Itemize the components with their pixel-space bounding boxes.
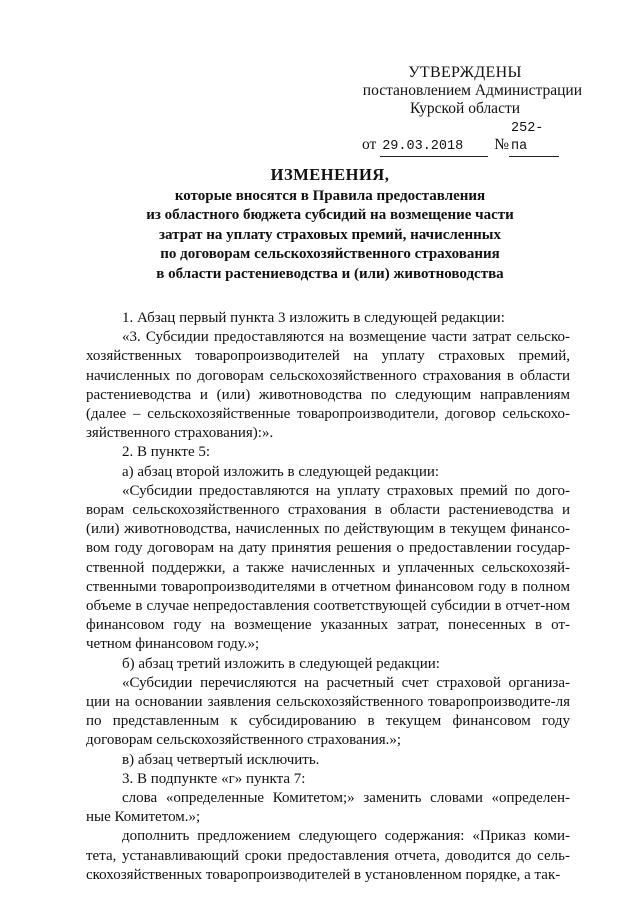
body-paragraph: «3. Субсидии предоставляются на возмещение части затрат сельско-хозяйственных товаропроизводителей на уплату страховых премий, начисленных по договорам сельскохозяйственного страхования в области растениеводства и (или) животноводства по следующим направлениям (далее – сельскохозяйственные товаропроизводители, договор сельскохо-зяйственного страхования):».	[86, 329, 570, 442]
approval-number-sign: №	[494, 136, 509, 153]
body-paragraph: 1. Абзац первый пункта 3 изложить в следующей редакции:	[122, 310, 505, 326]
approval-date-number	[340, 120, 590, 157]
document-heading	[80, 165, 580, 284]
approval-from-word: от	[362, 136, 377, 153]
heading-line: по договорам сельскохозяйственного страхования	[160, 246, 500, 262]
body-paragraph: «Субсидии предоставляются на уплату страховых премий по дого-ворам сельскохозяйственного страхования в области растениеводства и (или) животноводства, начисленных по действующим в текущем финансо-вом году договорам на дату принятия решения о предоставлении государ-ственной поддержки, а также начисленных и уплаченных сельскохозяй-ственными товаропроизводителями в отчетном финансовом году в полном объеме в случае непредоставления соответствующей субсидии в отчет-ном финансовом году на возмещение указанных затрат, понесенных в от-четном финансовом году.»;	[86, 482, 570, 653]
heading-line: которые вносятся в Правила предоставления	[174, 187, 486, 204]
heading-line: затрат на уплату страховых премий, начисленных	[159, 226, 501, 243]
heading-line: из областного бюджета субсидий на возмещение части	[146, 207, 514, 223]
approval-stamp	[340, 64, 590, 157]
body-paragraph: «Субсидии перечисляются на расчетный счет страховой организа-ции на основании заявления сельскохозяйственного товаропроизводите-ля по представленным к субсидированию в текущем финансовом году договорам сельскохозяйственного страхования.»;	[86, 674, 570, 749]
body-paragraph: 2. В пункте 5:	[122, 444, 211, 461]
body-paragraph: слова «определенные Комитетом;» заменить словами «определен-ные Комитетом.»;	[86, 790, 570, 826]
approval-number: 252-па	[509, 120, 559, 157]
body-paragraph: а) абзац второй изложить в следующей редакции:	[122, 463, 440, 480]
body-paragraph: 3. В подпункте «г» пункта 7:	[122, 770, 306, 787]
approval-title: УТВЕРЖДЕНЫ	[408, 64, 522, 81]
body-paragraph: дополнить предложением следующего содержания: «Приказ коми-тета, устанавливающий сроки предоставления отчета, доводится до сель-скохозяйственных товаропроизводителей в установленном порядке, а так-	[86, 828, 570, 883]
heading-title: ИЗМЕНЕНИЯ,	[270, 165, 390, 184]
body-paragraph: б) абзац третий изложить в следующей редакции:	[122, 655, 440, 672]
body-paragraph: в) абзац четвертый исключить.	[122, 751, 320, 768]
approval-issuer: постановлением Администрации	[362, 82, 582, 99]
approval-date: 29.03.2018	[380, 138, 488, 157]
approval-region: Курской области	[409, 100, 521, 117]
document-body	[86, 309, 570, 885]
heading-line: в области растениеводства и (или) животноводства	[156, 265, 504, 282]
